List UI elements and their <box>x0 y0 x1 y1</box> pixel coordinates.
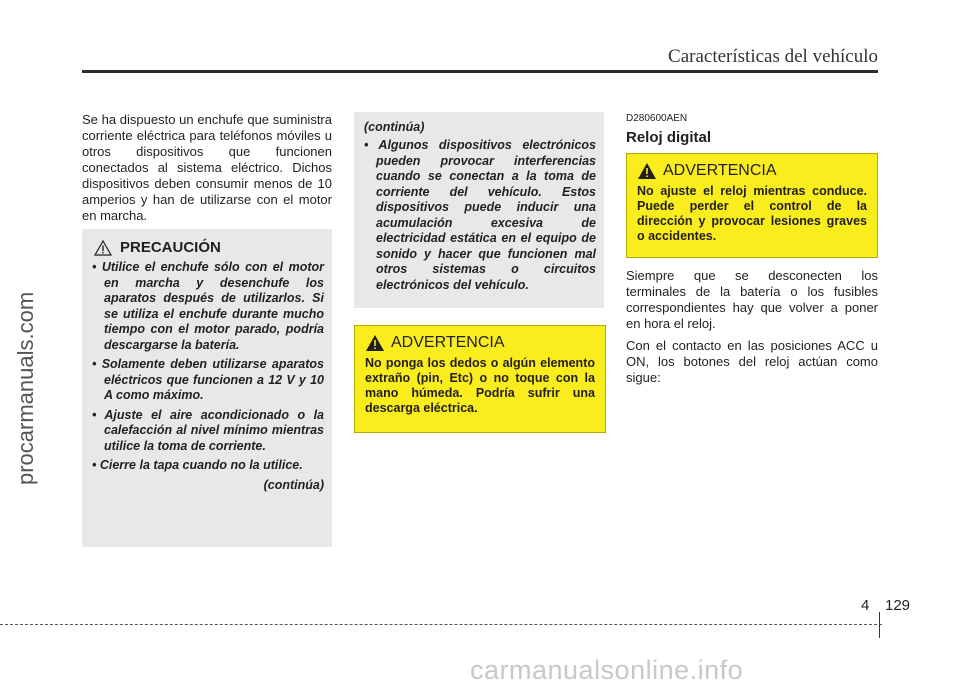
caution-item: • Cierre la tapa cuando no la utilice. <box>92 458 324 474</box>
warning-triangle-icon <box>365 334 385 352</box>
continued-label: (continúa) <box>263 477 324 492</box>
continued-box <box>354 112 604 308</box>
clock-text <box>626 268 878 386</box>
caution-box <box>82 229 332 547</box>
caution-header <box>94 239 332 256</box>
page-number: 129 <box>885 597 911 614</box>
footer-rule <box>0 624 882 625</box>
continued-head: (continúa) <box>364 120 425 134</box>
column-3 <box>626 111 878 146</box>
clock-paragraph: Con el contacto en las posiciones ACC u ON, los botones del reloj actúan como sigue: <box>626 338 878 385</box>
continued-item: • Algunos dispositivos electrónicos pueden provocar interferencias cuando se conectan a la toma de corriente del vehículo. Estos dispositivos puede inducir una acumulación excesiva de electricidad estática en el equipo de sonido y hacer que funcionen mal otros sistemas o circuitos electrónicos del vehículo. <box>364 138 596 293</box>
warning-box-outlet <box>354 325 606 433</box>
section-code: D280600AEN <box>626 113 688 124</box>
warning-title: ADVERTENCIA <box>391 334 505 351</box>
section-title: Reloj digital <box>626 129 712 146</box>
running-header: Características del vehículo <box>668 46 878 67</box>
warning-triangle-icon <box>637 162 657 180</box>
chapter-number: 4 <box>861 597 870 614</box>
header-rule <box>82 70 878 73</box>
warning-body: No ajuste el reloj mientras conduce. Puede perder el control de la dirección y provocar lesiones graves o accidentes. <box>637 184 867 243</box>
caution-title: PRECAUCIÓN <box>120 239 221 256</box>
warning-title: ADVERTENCIA <box>663 162 777 179</box>
warning-header <box>365 334 605 352</box>
bottom-watermark: carmanualsonline.info <box>470 655 744 685</box>
warning-box-clock <box>626 153 878 258</box>
side-watermark: procarmanuals.com <box>13 291 38 485</box>
intro-paragraph: Se ha dispuesto un enchufe que suministra corriente eléctrica para teléfonos móviles u otros dispositivos que funcionen conectados al sistema eléctrico. Dichos dispositivos deben consumir menos de 10 amperios y han de utilizarse con el motor en marcha. <box>82 112 332 223</box>
caution-triangle-icon <box>94 240 112 256</box>
caution-item: • Utilice el enchufe sólo con el motor en marcha y desenchufe los aparatos después de utilizarlos. Si se utiliza el enchufe durante mucho tiempo con el motor parado, podría descargarse la batería. <box>92 260 324 353</box>
warning-header <box>637 162 877 180</box>
continued-list <box>364 138 596 293</box>
caution-list <box>92 260 324 474</box>
clock-paragraph: Siempre que se desconecten los terminales de la batería o los fusibles correspondientes hay que volver a poner en hora el reloj. <box>626 268 878 331</box>
caution-item: • Ajuste el aire acondicionado o la calefacción al nivel mínimo mientras utilice la toma de corriente. <box>92 408 324 455</box>
caution-item: • Solamente deben utilizarse aparatos eléctricos que funcionen a 12 V y 10 A como máximo. <box>92 357 324 404</box>
column-1 <box>82 112 332 224</box>
warning-body: No ponga los dedos o algún elemento extraño (pin, Etc) o no toque con la mano húmeda. Podría sufrir una descarga eléctrica. <box>365 356 595 415</box>
footer-divider <box>879 612 880 638</box>
